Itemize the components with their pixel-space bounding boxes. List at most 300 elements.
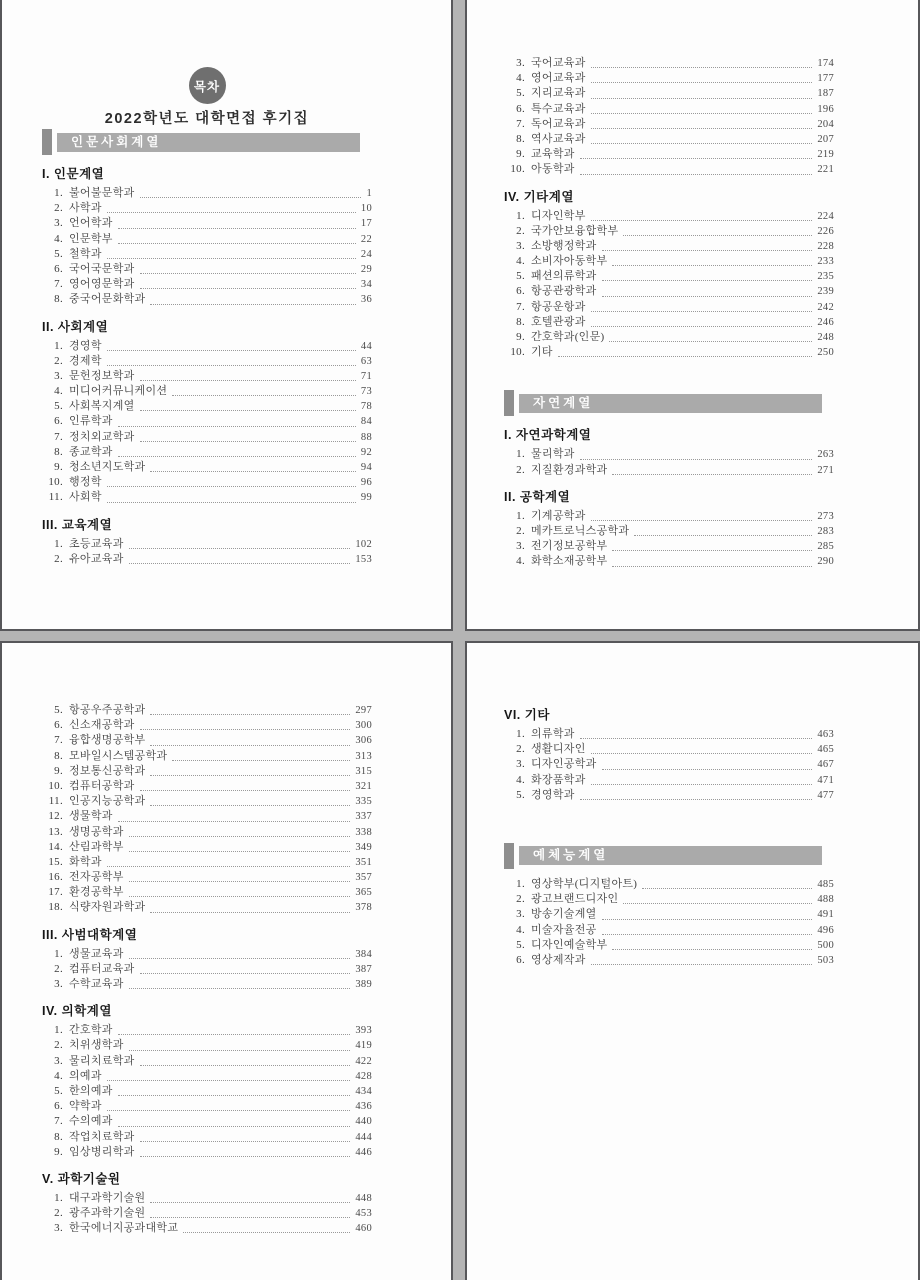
entry-number: 2. [54, 1039, 63, 1052]
toc-entry [42, 1054, 372, 1069]
toc-entry [504, 132, 834, 147]
entry-number: 8. [54, 293, 63, 306]
toc-entry [504, 524, 834, 539]
entry-page: 422 [355, 1055, 372, 1067]
entry-title: 영상학부(디지털아트) [531, 877, 638, 890]
dot-leader [591, 220, 813, 221]
entry-number: 1. [516, 728, 525, 740]
entry-page: 465 [817, 744, 834, 756]
toc-entry [504, 953, 834, 968]
toc-entry [42, 354, 372, 369]
entry-page: 300 [355, 720, 372, 732]
toc-entry [504, 71, 834, 86]
entry-page: 428 [355, 1070, 372, 1082]
category-heading: I. 인문계열 [42, 167, 105, 181]
entry-page: 419 [355, 1040, 372, 1052]
dot-leader [609, 341, 812, 342]
entry-page: 378 [355, 902, 372, 914]
entry-number: 3. [54, 369, 63, 382]
toc-entry [42, 749, 372, 764]
dot-leader [591, 753, 813, 754]
entry-page: 34 [360, 279, 372, 291]
entry-page: 99 [360, 492, 372, 504]
dot-leader [591, 67, 813, 68]
entry-title: 생명공학과 [69, 825, 124, 838]
entry-number: 7. [54, 278, 63, 291]
toc-entry [504, 209, 834, 224]
dot-leader [107, 258, 356, 259]
entry-title: 간호학과(인문) [531, 331, 605, 343]
entry-title: 국어교육과 [531, 57, 586, 69]
entry-number: 3. [516, 239, 525, 252]
entry-title: 독어교육과 [531, 117, 586, 130]
entry-number: 8. [516, 315, 525, 328]
toc-group [504, 489, 834, 570]
entry-number: 1. [54, 1191, 63, 1204]
entry-title: 경영학 [69, 339, 102, 352]
entry-number: 9. [54, 461, 63, 473]
dot-leader [558, 356, 812, 357]
page-content [467, 643, 918, 1280]
entry-number: 7. [516, 300, 525, 313]
toc-entry [504, 330, 834, 345]
toc-entry [504, 923, 834, 938]
entry-title: 국가안보융합학부 [531, 224, 619, 237]
entry-title: 환경공학부 [69, 886, 124, 899]
entry-title: 중국어문화학과 [69, 293, 146, 306]
entry-number: 6. [54, 262, 63, 275]
toc-blocks [504, 707, 834, 968]
dot-leader [623, 903, 812, 904]
toc-entry [42, 339, 372, 354]
entry-page: 357 [355, 872, 372, 884]
dot-leader [107, 866, 351, 867]
entry-page: 387 [355, 963, 372, 975]
entry-page: 297 [355, 705, 372, 716]
entry-title: 한국에너지공과대학교 [69, 1222, 179, 1235]
entry-page: 207 [817, 133, 834, 145]
entry-page: 29 [360, 263, 372, 275]
dot-leader [129, 851, 351, 852]
dot-leader [591, 520, 813, 521]
entry-title: 생물학과 [69, 810, 113, 823]
dot-leader [172, 395, 356, 396]
entry-page: 496 [817, 924, 834, 936]
entry-page: 221 [817, 164, 834, 176]
entry-page: 71 [360, 370, 372, 382]
entry-number: 10. [48, 476, 63, 489]
entry-number: 4. [54, 385, 63, 398]
entry-page: 242 [817, 301, 834, 313]
entry-number: 1. [516, 877, 525, 890]
entry-number: 3. [516, 908, 525, 921]
dot-leader [107, 502, 356, 503]
section-bar-accent-icon [42, 129, 52, 155]
entry-page: 453 [355, 1208, 372, 1220]
toc-blocks [42, 703, 372, 1236]
toc-entry [42, 430, 372, 445]
dot-leader [602, 280, 813, 281]
entry-page: 239 [817, 286, 834, 298]
dot-leader [150, 714, 350, 715]
toc-entry [504, 254, 834, 269]
toc-entry [42, 399, 372, 414]
dot-leader [150, 1202, 350, 1203]
toc-entry [42, 825, 372, 840]
toc-entry [42, 384, 372, 399]
dot-leader [140, 1141, 351, 1142]
entry-page: 177 [817, 73, 834, 85]
category-heading: I. 자연과학계열 [504, 428, 592, 443]
toc-entry [42, 885, 372, 900]
entry-title: 융합생명공학부 [69, 734, 146, 747]
entry-number: 2. [54, 1207, 63, 1220]
toc-entry [504, 539, 834, 554]
dot-leader [172, 760, 350, 761]
entry-number: 5. [54, 1084, 63, 1097]
entry-number: 2. [516, 463, 525, 476]
entry-page: 351 [355, 856, 372, 868]
toc-entry [42, 764, 372, 779]
entry-page: 477 [817, 789, 834, 801]
entry-title: 수학교육과 [69, 978, 124, 990]
dot-leader [150, 912, 350, 913]
entry-number: 4. [54, 232, 63, 245]
book-title: 2022학년도 대학면접 후기집 [104, 111, 310, 127]
entry-number: 15. [48, 855, 63, 868]
entry-number: 4. [54, 1069, 63, 1082]
dot-leader [129, 896, 351, 897]
category-heading: V. 과학기술원 [42, 1171, 121, 1186]
entry-number: 7. [54, 734, 63, 747]
dot-leader [591, 98, 813, 99]
entry-number: 6. [516, 102, 525, 115]
entry-title: 디자인학부 [531, 209, 586, 222]
toc-entry [42, 733, 372, 748]
dot-leader [591, 784, 813, 785]
dot-leader [591, 82, 813, 83]
toc-entry [504, 773, 834, 788]
entry-number: 6. [516, 953, 525, 966]
toc-group [42, 319, 372, 506]
entry-number: 3. [516, 57, 525, 69]
dot-leader [140, 197, 362, 198]
entry-title: 패션의류학과 [531, 270, 597, 283]
dot-leader [150, 471, 355, 472]
entry-number: 6. [54, 415, 63, 428]
toc-entry [42, 962, 372, 977]
toc-group [504, 707, 834, 803]
toc-entry [504, 147, 834, 162]
entry-title: 작업치료학과 [69, 1130, 135, 1143]
toc-group [42, 517, 372, 567]
category-heading: II. 사회계열 [42, 319, 109, 334]
entry-page: 384 [355, 948, 372, 960]
entry-title: 미디어커뮤니케이션 [69, 385, 168, 398]
toc-entry [42, 1191, 372, 1206]
toc-group [42, 166, 372, 308]
entry-page: 306 [355, 735, 372, 747]
dot-leader [118, 456, 356, 457]
toc-entry [42, 1038, 372, 1053]
entry-title: 의류학과 [531, 728, 575, 740]
entry-number: 6. [54, 1100, 63, 1113]
toc-entry [42, 1206, 372, 1221]
entry-title: 사회학 [69, 491, 102, 504]
entry-number: 1. [516, 448, 525, 461]
toc-entry [504, 509, 834, 524]
entry-title: 디자인공학과 [531, 758, 597, 771]
entry-title: 식량자원과학과 [69, 901, 146, 914]
entry-number: 5. [516, 270, 525, 283]
dot-leader [140, 410, 356, 411]
dot-leader [107, 486, 356, 487]
dot-leader [129, 881, 351, 882]
toc-entry [504, 239, 834, 254]
toc-group [504, 56, 834, 178]
dot-leader [107, 212, 356, 213]
dot-leader [642, 888, 812, 889]
entry-page: 283 [817, 525, 834, 537]
toc-badge: 목차 [189, 67, 226, 104]
toc-entry [504, 463, 834, 478]
entry-number: 5. [54, 704, 63, 716]
entry-title: 경영학과 [531, 788, 575, 801]
entry-number: 8. [54, 445, 63, 458]
entry-page: 250 [817, 347, 834, 359]
toc-entry [42, 552, 372, 567]
entry-page: 488 [817, 894, 834, 906]
toc-entry [504, 224, 834, 239]
entry-page: 338 [355, 826, 372, 838]
entry-page: 102 [355, 538, 372, 550]
toc-entry [42, 718, 372, 733]
entry-title: 지질환경과학과 [531, 463, 608, 476]
dot-leader [140, 441, 356, 442]
toc-entry [504, 877, 834, 892]
entry-title: 광고브랜드디자인 [531, 893, 619, 906]
entry-title: 인류학과 [69, 415, 113, 428]
dot-leader [150, 1217, 350, 1218]
dot-leader [129, 958, 351, 959]
toc-page-2 [465, 0, 920, 631]
entry-page: 233 [817, 256, 834, 268]
entry-page: 393 [355, 1025, 372, 1037]
dot-leader [129, 988, 351, 989]
entry-page: 174 [817, 58, 834, 69]
section-title: 예체능계열 [519, 846, 822, 865]
dot-leader [183, 1232, 350, 1233]
page-content [467, 0, 918, 629]
entry-title: 유아교육과 [69, 552, 124, 565]
entry-title: 화학과 [69, 855, 102, 868]
entry-title: 컴퓨터공학과 [69, 779, 135, 792]
entry-page: 226 [817, 225, 834, 237]
entry-title: 국어국문학과 [69, 262, 135, 275]
entry-page: 88 [360, 431, 372, 443]
page-content [2, 643, 451, 1280]
toc-entry [42, 977, 372, 992]
entry-number: 8. [516, 132, 525, 145]
dot-leader [150, 805, 350, 806]
toc-entry [42, 900, 372, 915]
entry-page: 273 [817, 510, 834, 522]
entry-title: 컴퓨터교육과 [69, 962, 135, 975]
entry-page: 73 [360, 386, 372, 398]
entry-number: 6. [516, 285, 525, 298]
entry-number: 12. [48, 810, 63, 823]
entry-title: 언어학과 [69, 217, 113, 230]
toc-page-4 [465, 641, 920, 1280]
entry-page: 196 [817, 103, 834, 115]
toc-entry [42, 216, 372, 231]
dot-leader [623, 235, 812, 236]
entry-page: 448 [355, 1192, 372, 1204]
dot-leader [612, 265, 812, 266]
dot-leader [140, 973, 351, 974]
entry-page: 24 [360, 248, 372, 260]
toc-entry [42, 855, 372, 870]
dot-leader [118, 228, 356, 229]
entry-number: 2. [516, 893, 525, 906]
toc-entry [42, 809, 372, 824]
entry-page: 10 [360, 203, 372, 215]
entry-number: 2. [54, 202, 63, 215]
entry-number: 2. [516, 524, 525, 537]
toc-entry [42, 262, 372, 277]
entry-page: 471 [817, 774, 834, 786]
dot-leader [118, 1095, 351, 1096]
entry-page: 84 [360, 416, 372, 428]
entry-number: 1. [54, 187, 63, 199]
toc-entry [504, 938, 834, 953]
entry-number: 9. [516, 148, 525, 161]
toc-entry [42, 460, 372, 475]
toc-entry [504, 102, 834, 117]
toc-entry [504, 447, 834, 462]
dot-leader [602, 296, 813, 297]
dot-leader [118, 821, 351, 822]
toc-entry [42, 779, 372, 794]
section-header-bar [504, 843, 834, 869]
dot-leader [140, 273, 356, 274]
entry-page: 78 [360, 401, 372, 413]
dot-leader [118, 1034, 351, 1035]
entry-number: 10. [48, 779, 63, 792]
entry-page: 224 [817, 210, 834, 222]
dot-leader [140, 1065, 351, 1066]
entry-number: 5. [516, 788, 525, 801]
toc-page-1 [0, 0, 453, 631]
entry-number: 4. [516, 923, 525, 936]
toc-entry [42, 1130, 372, 1145]
entry-page: 94 [360, 462, 372, 473]
toc-entry [42, 947, 372, 962]
toc-blocks [504, 56, 834, 570]
dot-leader [580, 174, 813, 175]
toc-group [504, 189, 834, 361]
toc-entry [504, 345, 834, 360]
toc-blocks [42, 129, 372, 567]
toc-entry [504, 757, 834, 772]
entry-title: 철학과 [69, 247, 102, 260]
toc-entry [42, 870, 372, 885]
entry-number: 4. [516, 773, 525, 786]
entry-number: 5. [54, 247, 63, 260]
entry-title: 인공지능공학과 [69, 795, 146, 808]
toc-group [42, 1171, 372, 1237]
dot-leader [129, 563, 351, 564]
entry-page: 335 [355, 796, 372, 808]
entry-number: 1. [54, 1024, 63, 1037]
dot-leader [580, 158, 813, 159]
entry-title: 지리교육과 [531, 87, 586, 100]
dot-leader [591, 964, 813, 965]
entry-number: 2. [54, 354, 63, 367]
entry-title: 항공우주공학과 [69, 704, 146, 716]
toc-entry [42, 537, 372, 552]
toc-entry [504, 162, 834, 177]
category-heading: IV. 기타계열 [504, 189, 574, 204]
dot-leader [591, 143, 813, 144]
entry-number: 7. [54, 1115, 63, 1128]
entry-title: 임상병리학과 [69, 1145, 135, 1158]
entry-page: 491 [817, 909, 834, 921]
entry-page: 485 [817, 878, 834, 890]
entry-title: 방송기술계열 [531, 908, 597, 921]
section-title: 인문사회계열 [57, 133, 360, 152]
dot-leader [140, 380, 356, 381]
entry-page: 235 [817, 271, 834, 283]
dot-leader [580, 799, 813, 800]
dot-leader [140, 729, 351, 730]
entry-number: 4. [516, 255, 525, 268]
entry-title: 신소재공학과 [69, 719, 135, 732]
entry-title: 행정학 [69, 476, 102, 489]
toc-entry [504, 892, 834, 907]
entry-number: 2. [54, 552, 63, 565]
toc-entry [42, 475, 372, 490]
entry-page: 313 [355, 750, 372, 762]
entry-title: 청소년지도학과 [69, 461, 146, 473]
toc-entry [42, 1099, 372, 1114]
entry-page: 436 [355, 1101, 372, 1113]
entry-page: 263 [817, 449, 834, 461]
entry-title: 전자공학부 [69, 871, 124, 884]
dot-leader [129, 836, 351, 837]
dot-leader [129, 548, 351, 549]
entry-page: 228 [817, 240, 834, 252]
entry-number: 1. [54, 537, 63, 550]
dot-leader [580, 459, 813, 460]
toc-entry [504, 742, 834, 757]
section-header-bar [504, 390, 834, 416]
toc-group [42, 703, 372, 916]
entry-title: 문헌정보학과 [69, 369, 135, 382]
entry-page: 63 [360, 355, 372, 367]
entry-page: 434 [355, 1085, 372, 1097]
entry-page: 187 [817, 88, 834, 100]
entry-title: 전기정보공학부 [531, 540, 608, 553]
toc-group [504, 427, 834, 477]
toc-entry [42, 414, 372, 429]
entry-title: 물리학과 [531, 448, 575, 461]
entry-page: 315 [355, 765, 372, 777]
entry-page: 444 [355, 1131, 372, 1143]
section-bar-accent-icon [504, 843, 514, 869]
entry-title: 인문학부 [69, 232, 113, 245]
entry-title: 정보통신공학과 [69, 764, 146, 777]
